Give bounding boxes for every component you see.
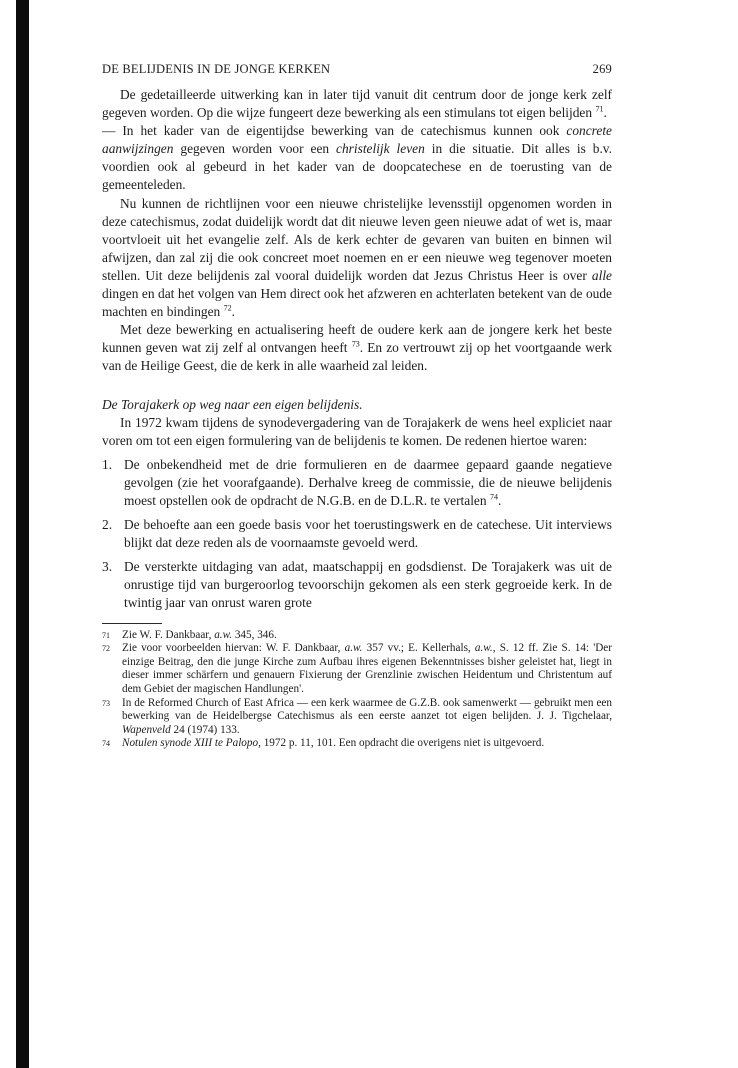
page-number: 269 — [592, 62, 612, 76]
footnote-ref-73[interactable]: 73 — [351, 339, 360, 349]
footnote-divider — [102, 623, 162, 624]
paragraph-1: De gedetailleerde uitwerking kan in later tijd vanuit dit centrum door de jonge kerk zelf gegeven worden. Op die wijze fungeert deze bewerking als een stimulans tot eigen belijden $^{71}$. — [102, 87, 612, 121]
footnote-ref-72[interactable]: 72 — [223, 303, 232, 313]
list-item-3: 3. De versterkte uitdaging van adat, maatschappij en godsdienst. De Torajakerk was uit de onrustige tijd van burgeroorlog tevoorschijn gekomen als een sterk gegroeide kerk. In de twintig jaar van onrust waren grote — [102, 559, 612, 611]
header-title: DE BELIJDENIS IN DE JONGE KERKEN — [102, 62, 331, 76]
paragraph-4: Met deze bewerking en actualisering heeft de oudere kerk aan de jongere kerk het beste kunnen geven wat zij zelf al ontvangen heeft $^{73}$. En zo vertrouwt zij op het voortgaande werk van de Heilige Geest, die de kerk in alle waarheid zal leiden. — [102, 322, 612, 374]
page — [102, 62, 612, 751]
footnote-73: 73 In de Reformed Church of East Africa — een kerk waarmee de G.Z.B. ook samenwerkt — gebruikt men een bewerking van de Heidelbergse Catechismus als een eerste aanzet tot eigen belijden. J. J. Tigchelaar, Wapenveld 24 (1974) 133. — [102, 696, 612, 736]
footnote-72: 72 Zie voor voorbeelden hiervan: W. F. Dankbaar, a.w. 357 vv.; E. Kellerhals, a.w., S. 12 ff. Zie S. 14: 'Der einzige Beitrag, den die junge Kirche zum Aufbau ihres eigenen Bekenntnisses bisher geleistet hat, liegt in dieser immer schärfern und genauern Fixierung der Grenzlinie zwischen Heidentum und Christentum auf dem Gebiet der magischen Handlungen'. — [102, 642, 612, 695]
footnote-ref-71[interactable]: 71 — [595, 104, 604, 114]
list-item-2: 2. De behoefte aan een goede basis voor het toerustingswerk en de catechese. Uit interviews blijkt dat deze reden als de voornaamste gevoeld werd. — [102, 517, 612, 551]
running-header — [102, 62, 612, 86]
section-title: De Torajakerk op weg naar een eigen belijdenis. — [102, 396, 363, 412]
footnote-74: 74 Notulen synode XIII te Palopo, 1972 p. 11, 101. Een opdracht die overigens niet is uitgevoerd. — [102, 737, 545, 750]
list-item-1: 1. De onbekendheid met de drie formulieren en de daarmee gepaard gaande negatieve gevolgen (zie het voorafgaande). Derhalve kreeg de commissie, die de nieuwe belijdenis moest opstellen ook de opdracht de N.G.B. en de D.L.R. te vertalen $^{74}$. — [102, 456, 612, 508]
paragraph-2: — In het kader van de eigentijdse bewerking van de catechismus kunnen ook concrete aanwijzingen gegeven worden voor een christelijk leven in die situatie. Dit alles is b.v. voordien ook al gebeurd in het kader van de doopcatechese en de toerusting van de gemeenteleden. — [102, 123, 612, 193]
footnote-ref-74[interactable]: 74 — [489, 492, 498, 502]
section-intro: In 1972 kwam tijdens de synodevergadering van de Torajakerk de wens heel expliciet naar voren om tot een eigen formulering van de belijdenis te komen. De redenen hiertoe waren: — [102, 414, 612, 448]
reasons-list — [102, 456, 612, 613]
paragraph-3: Nu kunnen de richtlijnen voor een nieuwe christelijke levensstijl opgenomen worden in deze catechismus, zodat duidelijk wordt dat dit nieuwe leven geen nieuwe adat of wet is, maar voortvloeit uit het evangelie zelf. Als de kerk echter de gevaren van buiten en binnen wil afwijzen, dan zal zij die ook concreet moet noemen en er een nieuwe weg tegenover moeten stellen. Uit deze belijdenis zal vooral duidelijk worden dat Jezus Christus Heer is over alle dingen en dat het volgen van Hem direct ook het afzweren en achterlaten betekent van de oude machten en bindingen $^{72}$. — [102, 195, 612, 320]
footnotes — [102, 629, 612, 751]
footnote-71: 71 Zie W. F. Dankbaar, a.w. 345, 346. — [102, 628, 277, 641]
body-text — [102, 86, 612, 613]
scan-edge — [16, 0, 29, 1068]
